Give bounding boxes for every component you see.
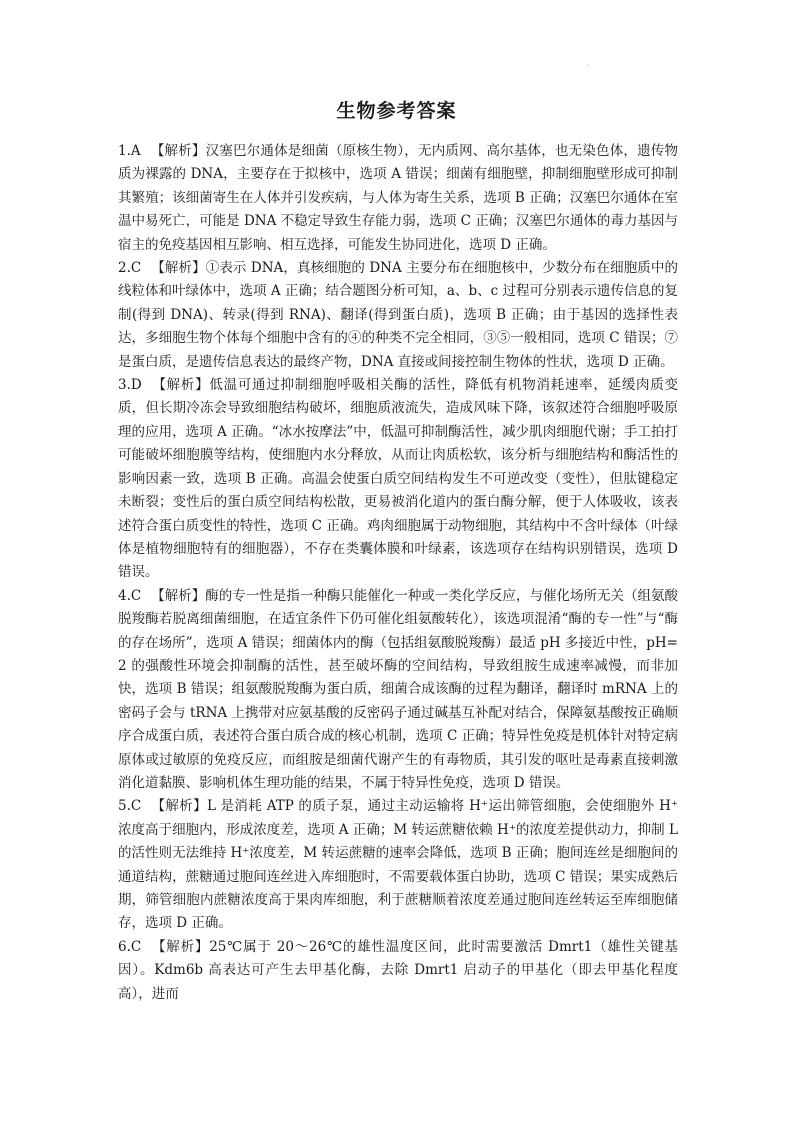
answer-text: ①表示 DNA，真核细胞的 DNA 主要分布在细胞核中，少数分布在细胞质中的线粒体和叶绿体中，选项 A 正确；结合题图分析可知，a、b、c 过程可分别表示遗传信息的复制(得到 DNA)、转录(得到 RNA)、翻译(得到蛋白质)，选项 B 正确；由于基因的选择性表达，多细胞生物个体每个细胞中含有的④的种类不完全相同，③⑤一般相同，选项 C 错误；⑦是蛋白质，是遗传信息表达的最终产物，DNA 直接或间接控制生物体的性状，选项 D 正确。 <box>118 260 678 370</box>
answer-item-1 <box>118 140 678 257</box>
answer-item-3 <box>118 374 678 585</box>
answer-text: 汉塞巴尔通体是细菌（原核生物），无内质网、高尔基体，也无染色体，遗传物质为裸露的 DNA，主要存在于拟核中，选项 A 错误；细菌有细胞壁，抑制细胞壁形成可抑制其繁殖；该细菌寄生在人体并引发疾病，与人体为寄生关系，选项 B 正确；汉塞巴尔通体在室温中易死亡，可能是 DNA 不稳定导致生存能力弱，选项 C 正确；汉塞巴尔通体的毒力基因与宿主的免疫基因相互影响、相互选择，可能发生协同进化，选项 D 正确。 <box>118 143 679 253</box>
answer-text: 25℃属于 20～26℃的雄性温度区间，此时需要激活 Dmrt1（雄性关键基因）。Kdm6b 高表达可产生去甲基化酶，去除 Dmrt1 启动子的甲基化（即去甲基化程度高），进而 <box>118 938 678 1002</box>
analysis-tag: 【解析】 <box>151 938 210 955</box>
analysis-tag: 【解析】 <box>151 260 206 277</box>
answer-item-4 <box>118 585 678 796</box>
answer-number: 3.D <box>118 377 142 394</box>
header-mark: . <box>586 59 589 68</box>
answer-number: 2.C <box>118 260 142 277</box>
answer-text: L 是消耗 ATP 的质子泵，通过主动运输将 H⁺运出筛管细胞，会使细胞外 H⁺浓度高于细胞内，形成浓度差，选项 A 正确；M 转运蔗糖依赖 H⁺的浓度差提供动力，抑制 L 的活性则无法维持 H⁺浓度差，M 转运蔗糖的速率会降低，选项 B 正确；胞间连丝是细胞间的通道结构，蔗糖通过胞间连丝进入库细胞时，不需要载体蛋白协助，选项 C 错误；果实成熟后期，筛管细胞内蔗糖浓度高于果肉库细胞，利于蔗糖顺着浓度差通过胞间连丝转运至库细胞储存，选项 D 正确。 <box>118 798 679 932</box>
answer-text: 酶的专一性是指一种酶只能催化一种或一类化学反应，与催化场所无关（组氨酸脱羧酶若脱离细菌细胞，在适宜条件下仍可催化组氨酸转化），该选项混淆“酶的专一性”与“酶的存在场所”，选项 A 错误；细菌体内的酶（包括组氨酸脱羧酶）最适 pH 多接近中性，pH=2 的强酸性环境会抑制酶的活性，甚至破坏酶的空间结构，导致组胺生成速率减慢，而非加快，选项 B 错误；组氨酸脱羧酶为蛋白质，细菌合成该酶的过程为翻译，翻译时 mRNA 上的密码子会与 tRNA 上携带对应氨基酸的反密码子通过碱基互补配对结合，保障氨基酸按正确顺序合成蛋白质，表述符合蛋白质合成的核心机制，选项 C 正确；特异性免疫是机体针对特定病原体或过敏原的免疫反应，而组胺是细菌代谢产生的有毒物质，其引发的呕吐是毒素直接刺激消化道黏膜、影响机体生理功能的结果，不属于特异性免疫，选项 D 错误。 <box>118 587 679 791</box>
answer-number: 1.A <box>118 143 141 159</box>
answer-number: 5.C <box>118 798 142 815</box>
analysis-tag: 【解析】 <box>151 377 210 394</box>
answer-list <box>118 140 678 1006</box>
page-title: 生物参考答案 <box>336 100 457 122</box>
analysis-tag: 【解析】 <box>151 587 206 604</box>
answer-item-2 <box>118 257 678 374</box>
answer-number: 6.C <box>118 938 142 955</box>
answer-item-6 <box>118 936 678 1006</box>
analysis-tag: 【解析】 <box>151 798 207 815</box>
analysis-tag: 【解析】 <box>150 143 206 159</box>
answer-item-5 <box>118 795 678 935</box>
answer-number: 4.C <box>118 587 142 604</box>
answer-text: 低温可通过抑制细胞呼吸相关酶的活性，降低有机物消耗速率，延缓肉质变质，但长期冷冻会导致细胞结构破坏，细胞质液流失，造成风味下降，该叙述符合细胞呼吸原理的应用，选项 A 正确。“冰水按摩法”中，低温可抑制酶活性，减少肌肉细胞代谢；手工拍打可能破坏细胞膜等结构，使细胞内水分释放，从而让肉质松软，该分析与细胞结构和酶活性的影响因素一致，选项 B 正确。高温会使蛋白质空间结构发生不可逆改变（变性），但肽键稳定未断裂；变性后的蛋白质空间结构松散，更易被消化道内的蛋白酶分解，便于人体吸收，该表述符合蛋白质变性的特性，选项 C 正确。鸡肉细胞属于动物细胞，其结构中不含叶绿体（叶绿体是植物细胞特有的细胞器），不存在类囊体膜和叶绿素，该选项存在结构识别错误，选项 D 错误。 <box>118 377 679 581</box>
